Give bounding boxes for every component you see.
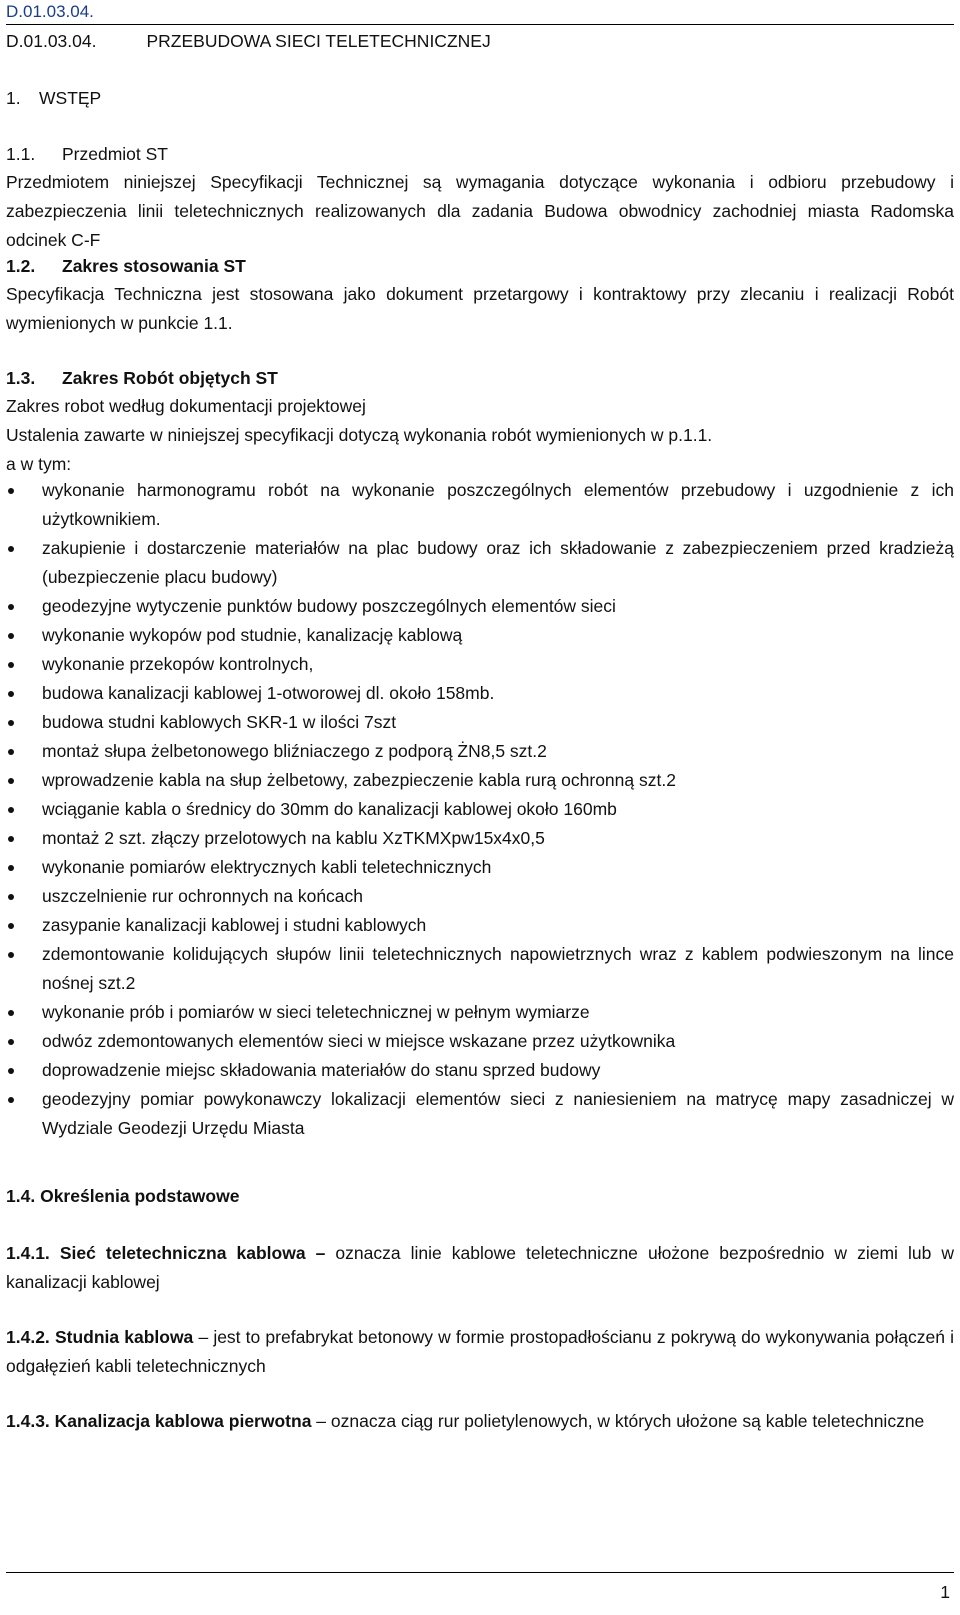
scope-line: a w tym: [6, 454, 72, 474]
list-item: montaż słupa żelbetonowego bliźniaczego z podporą ŻN8,5 szt.2 [6, 737, 954, 766]
list-item: geodezyjne wytyczenie punktów budowy poszczególnych elementów sieci [6, 592, 954, 621]
list-item: zdemontowanie kolidujących słupów linii teletechnicznych napowietrznych wraz z kablem podwieszonym na lince nośnej szt.2 [6, 940, 954, 998]
list-item: budowa kanalizacji kablowej 1-otworowej dl. około 158mb. [6, 679, 954, 708]
section-title: Przedmiot ST [62, 144, 168, 164]
definition-text: oznacza linie kablowe teletechniczne ułożone bezpośrednio w ziemi lub w kanalizacji kablowej [6, 1243, 954, 1292]
definition-number: 1.4.3. [6, 1411, 50, 1431]
section-1-1-heading [6, 140, 168, 169]
list-item: wykonanie prób i pomiarów w sieci teletechnicznej w pełnym wymiarze [6, 998, 954, 1027]
section-1-3-heading [6, 364, 278, 393]
section-1-4-heading [6, 1182, 239, 1211]
section-title: Zakres Robót objętych ST [62, 368, 278, 388]
definition-number: 1.4.1. [6, 1243, 50, 1263]
list-item: uszczelnienie rur ochronnych na końcach [6, 882, 954, 911]
list-item: wykonanie harmonogramu robót na wykonanie poszczególnych elementów przebudowy i uzgodnienie z ich użytkownikiem. [6, 476, 954, 534]
section-number: 1.1. [6, 144, 36, 164]
section-title: WSTĘP [39, 88, 102, 108]
section-number: 1.3. [6, 368, 36, 388]
list-item: geodezyjny pomiar powykonawczy lokalizacji elementów sieci z naniesieniem na matrycę mapy zasadniczej w Wydziale Geodezji Urzędu Miasta [6, 1085, 954, 1143]
list-item: odwóz zdemontowanych elementów sieci w miejsce wskazane przez użytkownika [6, 1027, 954, 1056]
scope-list [6, 476, 954, 1143]
definition-1-4-2 [6, 1323, 954, 1381]
list-item: budowa studni kablowych SKR-1 w ilości 7szt [6, 708, 954, 737]
list-item: zakupienie i dostarczenie materiałów na plac budowy oraz ich składowanie z zabezpieczeniem przed kradzieżą (ubezpieczenie placu budowy) [6, 534, 954, 592]
running-header: D.01.03.04. [6, 2, 94, 21]
list-item: wykonanie wykopów pod studnie, kanalizację kablową [6, 621, 954, 650]
section-title: Zakres stosowania ST [62, 256, 246, 276]
section-1-1-body: Przedmiotem niniejszej Specyfikacji Technicznej są wymagania dotyczące wykonania i odbioru przebudowy i zabezpieczenia linii teletechnicznych realizowanych dla zadania Budowa obwodnicy zachodniej miasta Radomska odcinek C-F [6, 172, 954, 250]
definition-term: Sieć teletechniczna kablowa [59, 1243, 306, 1263]
definition-dash: – [198, 1327, 209, 1347]
definition-dash: – [315, 1243, 326, 1263]
scope-line: Zakres robot według dokumentacji projektowej [6, 396, 366, 416]
list-item: wykonanie pomiarów elektrycznych kabli teletechnicznych [6, 853, 954, 882]
definition-term: Kanalizacja kablowa pierwotna [54, 1411, 312, 1431]
definition-text: oznacza ciąg rur polietylenowych, w których ułożone są kable teletechniczne [330, 1411, 925, 1431]
section-number: 1.2. [6, 256, 36, 276]
list-item: doprowadzenie miejsc składowania materiałów do stanu sprzed budowy [6, 1056, 954, 1085]
section-1-2-body: Specyfikacja Techniczna jest stosowana jako dokument przetargowy i kontraktowy przy zlecaniu i realizacji Robót wymienionych w punkcie 1.1. [6, 284, 954, 333]
list-item: wciąganie kabla o średnicy do 30mm do kanalizacji kablowej około 160mb [6, 795, 954, 824]
document-title [6, 30, 491, 52]
definition-dash: – [316, 1411, 327, 1431]
section-1-heading [6, 84, 101, 113]
list-item: zasypanie kanalizacji kablowej i studni kablowych [6, 911, 954, 940]
section-title: Określenia podstawowe [40, 1186, 240, 1206]
section-1-2-heading [6, 252, 246, 281]
section-1-3-intro [6, 392, 954, 479]
list-item: wprowadzenie kabla na słup żelbetowy, zabezpieczenie kabla rurą ochronną szt.2 [6, 766, 954, 795]
document-code: D.01.03.04. [6, 31, 97, 51]
definition-term: Studnia kablowa [54, 1327, 194, 1347]
definition-1-4-3 [6, 1407, 954, 1436]
list-item: montaż 2 szt. złączy przelotowych na kablu XzTKMXpw15x4x0,5 [6, 824, 954, 853]
definition-number: 1.4.2. [6, 1327, 50, 1347]
definition-text: jest to prefabrykat betonowy w formie prostopadłościanu z pokrywą do wykonywania połączeń i odgałęzień kabli teletechnicznych [6, 1327, 954, 1376]
list-item: wykonanie przekopów kontrolnych, [6, 650, 954, 679]
scope-line: Ustalenia zawarte w niniejszej specyfikacji dotyczą wykonania robót wymienionych w p.1.1. [6, 425, 713, 445]
section-number: 1.4. [6, 1186, 36, 1206]
header-rule [6, 24, 954, 25]
document-title-text: PRZEBUDOWA SIECI TELETECHNICZNEJ [146, 31, 491, 51]
definition-1-4-1 [6, 1239, 954, 1297]
section-number: 1. [6, 88, 21, 108]
footer-rule [6, 1572, 954, 1573]
page-number: 1 [940, 1582, 950, 1602]
